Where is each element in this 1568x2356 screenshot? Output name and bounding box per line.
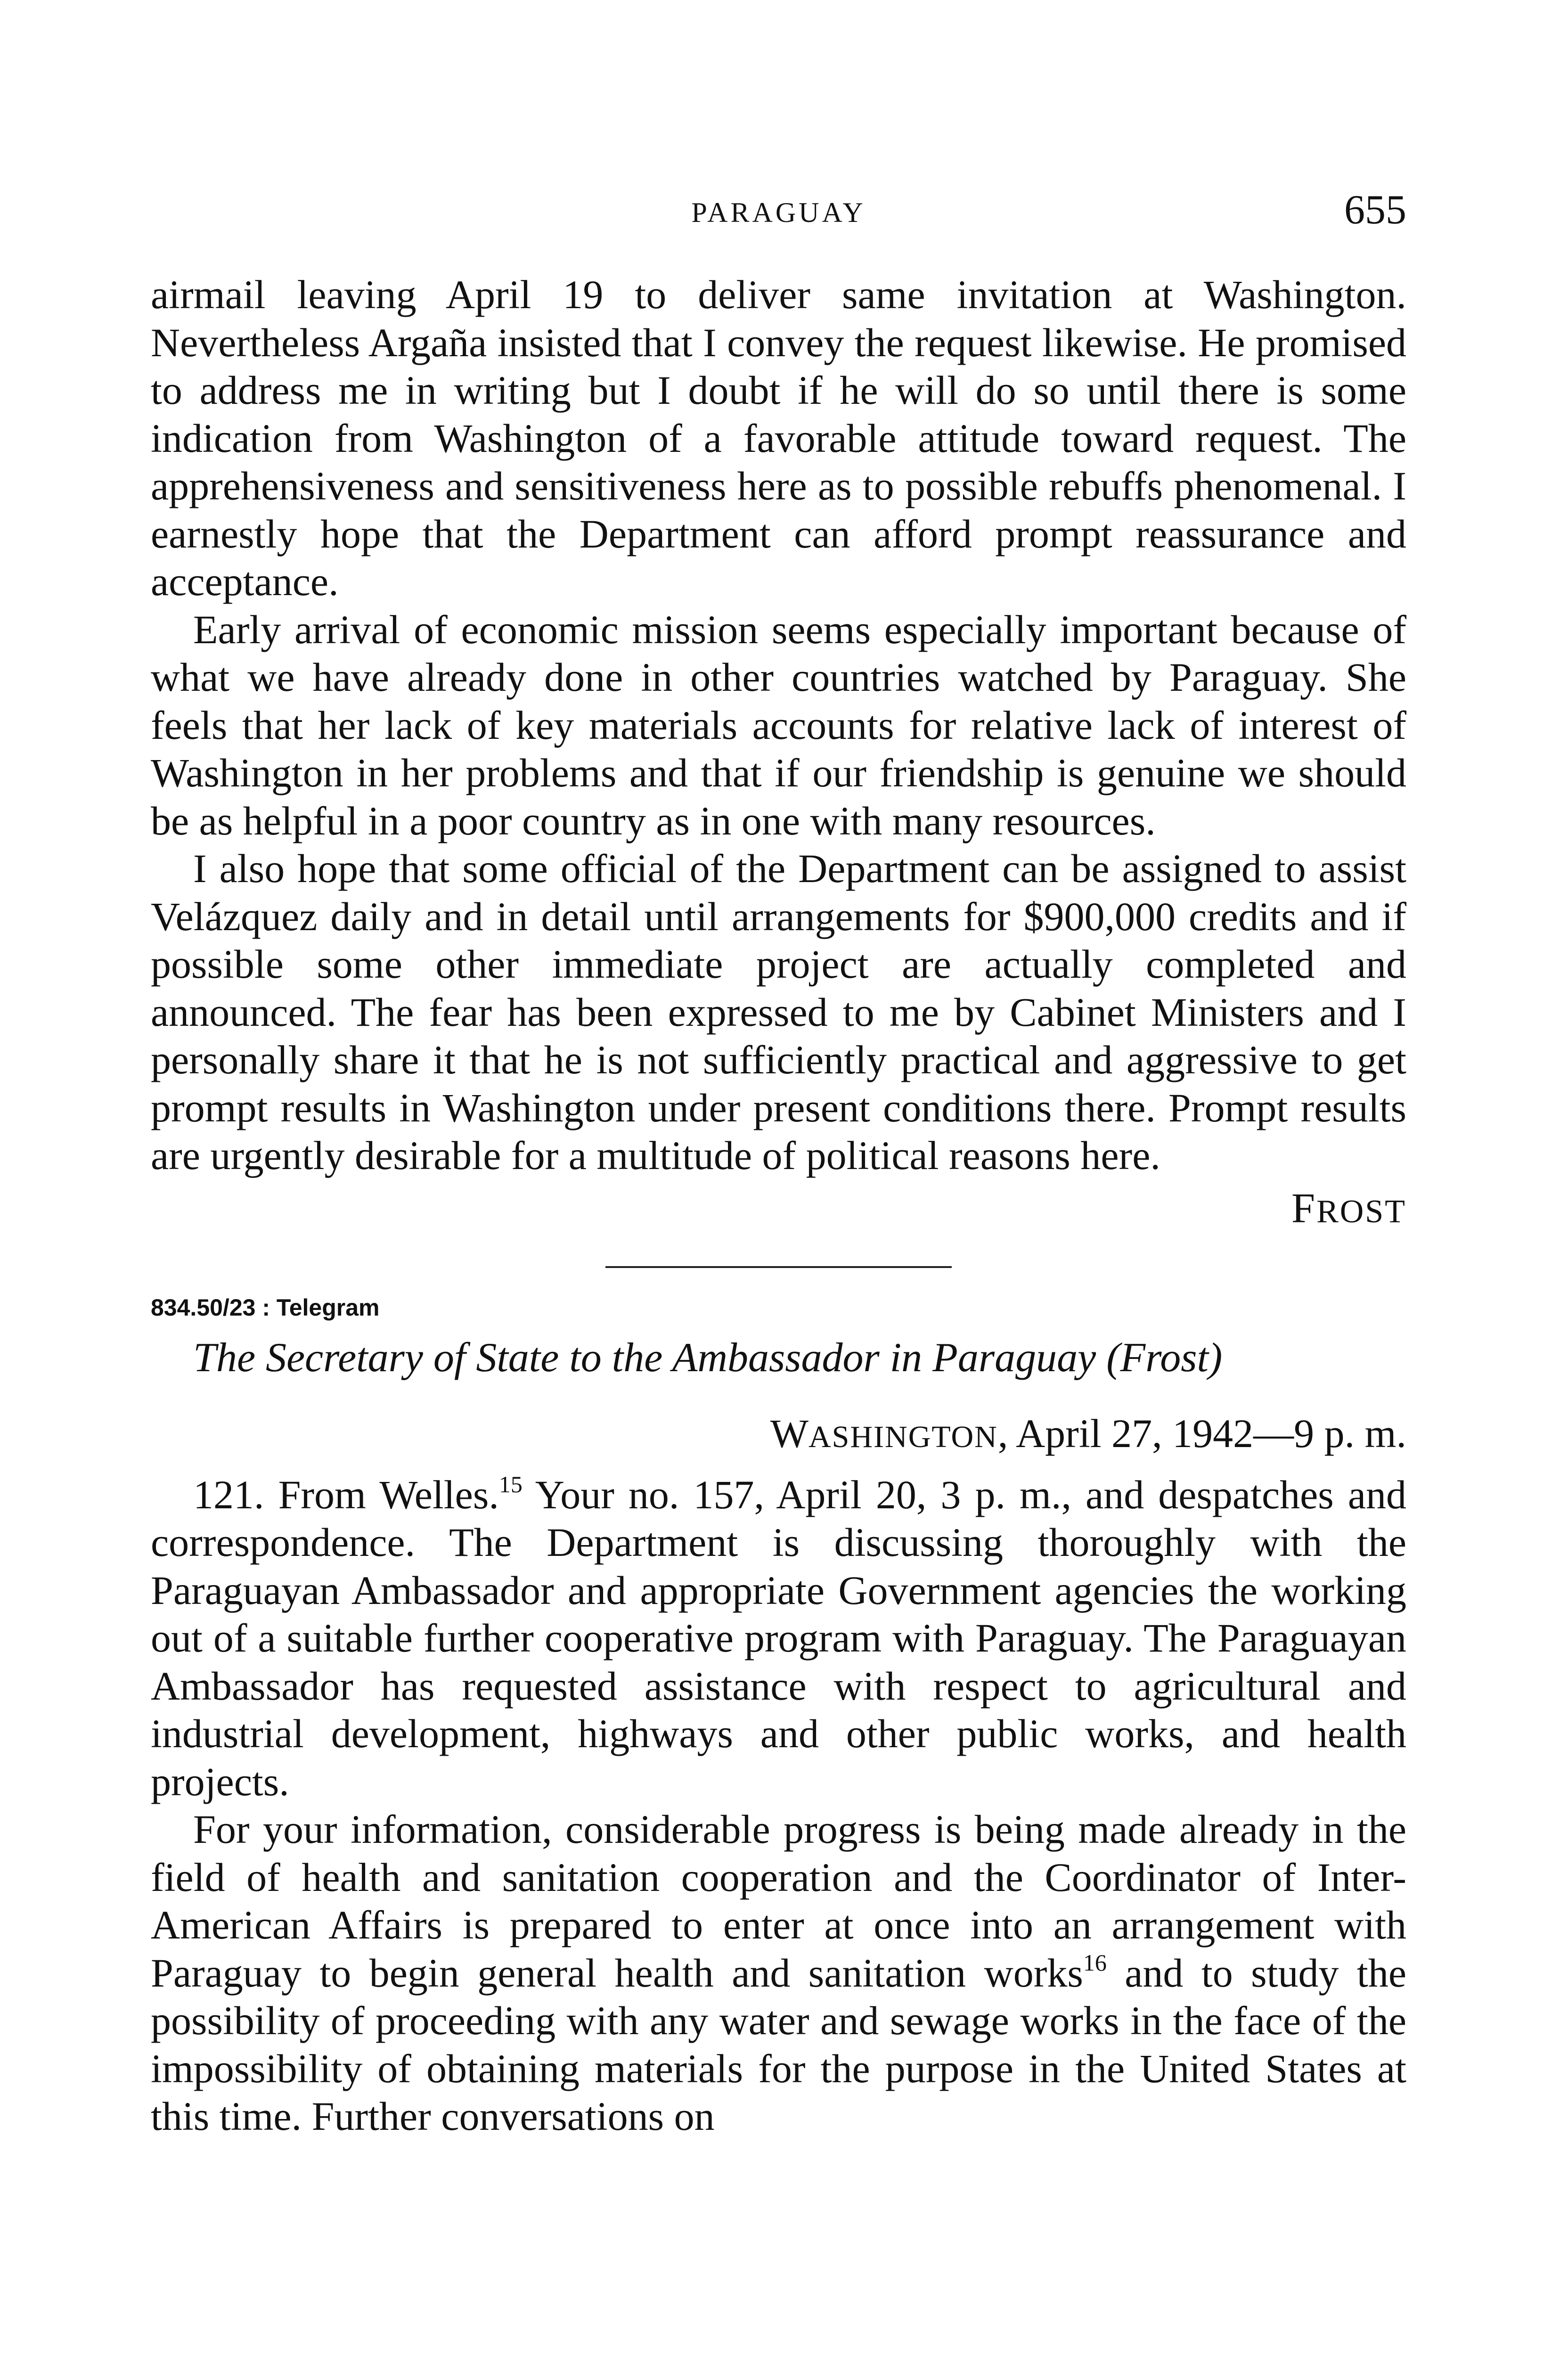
paragraph <box>151 1471 1406 1806</box>
paragraph: Early arrival of economic mission seems especially important because of what we have already done in other countries watched by Paraguay. She feels that her lack of key materials accounts for relative lack of interest of Washington in her problems and that if our friendship is genuine we should be as helpful in a poor country as in one with many resources. <box>151 606 1406 843</box>
dateline-date: , April 27, 1942—9 p. m. <box>997 1410 1406 1456</box>
page-number: 655 <box>1344 187 1406 233</box>
signature <box>151 1187 1406 1233</box>
dateline-place-initial: W <box>770 1410 809 1456</box>
section-divider <box>605 1266 952 1268</box>
paragraph <box>151 1806 1406 2141</box>
paragraph-text: and to study the possibility of proceeding with any water and sewage works in the face of the impossibility of obtaining materials for the purpose in the United States at this time. Further conversations on <box>151 1950 1406 2139</box>
dateline-place-rest: ASHINGTON <box>808 1419 998 1454</box>
footnote-reference: 15 <box>498 1471 523 1497</box>
paragraph-lead: For your information, considerable progress is being made already in the field of health and sanitation cooperation and the Coordinator of Inter-American Affairs is prepared to enter at once into an arrangement with Paraguay to begin general health and sanitation works <box>151 1807 1406 1996</box>
file-reference: 834.50/23 : Telegram <box>151 1294 380 1321</box>
paragraph-text: Your no. 157, April 20, 3 p. m., and despatches and correspondence. The Department is discussing thoroughly with the Paraguayan Ambassador and appropriate Government agencies the working out of a suitable further cooperative program with Paraguay. The Paraguayan Ambassador has requested assistance with respect to agricultural and industrial development, highways and other public works, and health projects. <box>151 1472 1406 1804</box>
document-title: The Secretary of State to the Ambassador in Paraguay (Frost) <box>193 1334 1223 1381</box>
page-header <box>151 186 1406 238</box>
signature-rest: ROST <box>1316 1193 1406 1230</box>
footnote-reference: 16 <box>1083 1949 1107 1976</box>
paragraph: I also hope that some official of the Department can be assigned to assist Velázquez daily and in detail until arrangements for $900,000 credits and if possible some other immediate project are actually completed and announced. The fear has been expressed to me by Cabinet Ministers and I personally share it that he is not sufficiently practical and aggressive to get prompt results in Washington under present conditions there. Prompt results are urgently desirable for a multitude of political reasons here. <box>151 846 1406 1178</box>
paragraph-lead: 121. From Welles. <box>193 1472 499 1517</box>
running-head: PARAGUAY <box>691 197 866 228</box>
signature-initial: F <box>1291 1185 1317 1232</box>
paragraph: airmail leaving April 19 to deliver same invitation at Washington. Nevertheless Argaña insisted that I convey the request likewise. He promised to address me in writing but I doubt if he will do so until there is some indication from Washington of a favorable attitude toward request. The apprehensiveness and sensitiveness here as to possible rebuffs phenomenal. I earnestly hope that the Department can afford prompt reassurance and acceptance. <box>151 272 1406 604</box>
main-text <box>151 271 1406 2141</box>
dateline <box>151 1410 1406 1461</box>
